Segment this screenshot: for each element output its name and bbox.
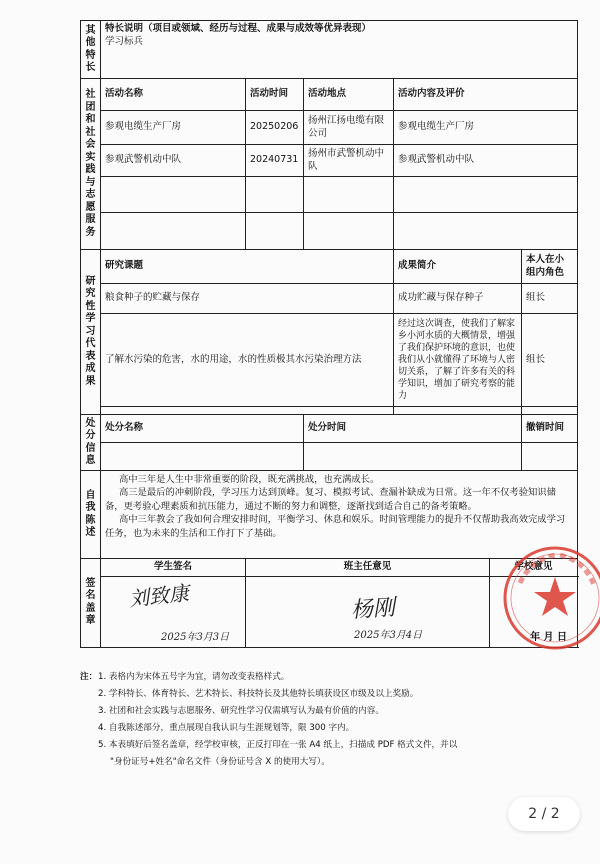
teacher-sign-date: 2025年3月4日 xyxy=(354,629,423,641)
penalty-header-time: 处分时间 xyxy=(304,415,522,443)
note-line-3: 3. 社团和社会实践与志愿服务、研究性学习仅需填写认为最有价值的内容。 xyxy=(98,706,384,716)
research-section-label: 研 究 性 学 习 代 表 成 果 xyxy=(81,250,101,415)
student-signature: 刘致康 xyxy=(127,580,191,611)
teacher-opinion-label: 班主任意见 xyxy=(246,559,490,577)
notes-prefix: 注： xyxy=(80,672,98,682)
special-content-cell xyxy=(101,21,578,79)
student-sign-cell xyxy=(101,576,246,647)
self-section-label: 自 我 陈 述 xyxy=(81,471,101,559)
school-sign-cell xyxy=(490,576,578,647)
special-content: 学习标兵 xyxy=(105,35,144,47)
social-row1-content: 参观电缆生产厂房 xyxy=(394,111,578,145)
social-section-label: 社 团 和 社 会 实 践 与 志 愿 服 务 xyxy=(81,79,101,250)
social-row1-place: 扬州江扬电缆有限公司 xyxy=(304,111,394,145)
note-line-2: 2. 学科特长、体育特长、艺术特长、科技特长及其他特长填获设区市级及以上奖励。 xyxy=(98,689,419,699)
research-row2-role: 组长 xyxy=(522,314,578,407)
school-sign-date: 年 月 日 xyxy=(530,631,568,643)
table-row xyxy=(81,111,578,145)
social-row1-name: 参观电缆生产厂房 xyxy=(101,111,246,145)
research-row1-summary: 成功贮藏与保存种子 xyxy=(394,284,522,314)
research-header-role: 本人在小组内角色 xyxy=(522,250,578,284)
school-opinion-label: 学校意见 xyxy=(490,559,578,577)
research-row2-summary: 经过这次调查，使我们了解家乡小河水质的大概情景，增强了我们保护环境的意识，也使我们从小就懂得了环境与人密切关系，了解了许多有关的科学知识，增加了研究考察的能力 xyxy=(394,314,522,407)
social-header-name: 活动名称 xyxy=(101,79,246,111)
research-row1-topic: 粮食种子的贮藏与保存 xyxy=(101,284,394,314)
note-line-4: 4. 自我陈述部分，重点展现自我认识与生涯规划等，限 300 字内。 xyxy=(98,723,355,733)
social-row2-time: 20240731 xyxy=(246,145,304,177)
teacher-signature: 杨刚 xyxy=(350,595,396,624)
teacher-sign-cell xyxy=(246,576,490,647)
notes-block xyxy=(80,669,580,771)
social-row2-name: 参观武警机动中队 xyxy=(101,145,246,177)
table-row-empty xyxy=(81,213,578,250)
research-header-summary: 成果简介 xyxy=(394,250,522,284)
note-line-6: "身份证号+姓名"命名文件（身份证号含 X 的使用大写）。 xyxy=(110,757,330,767)
special-section-label: 其 他 特 长 xyxy=(81,21,101,79)
penalty-section-label: 处 分 信 息 xyxy=(81,415,101,471)
table-row xyxy=(81,145,578,177)
penalty-header-name: 处分名称 xyxy=(101,415,304,443)
student-sign-date: 2025年3月3日 xyxy=(161,631,230,643)
social-header-content: 活动内容及评价 xyxy=(394,79,578,111)
special-header: 特长说明（项目或领域、经历与过程、成果与成效等优异表现） xyxy=(105,23,372,34)
social-header-place: 活动地点 xyxy=(304,79,394,111)
table-row-empty xyxy=(81,407,578,415)
application-form-table xyxy=(80,20,578,648)
table-row xyxy=(81,284,578,314)
social-row2-content: 参观武警机动中队 xyxy=(394,145,578,177)
research-header-topic: 研究课题 xyxy=(101,250,394,284)
table-row-empty xyxy=(81,177,578,213)
sign-section-label: 签 名 盖 章 xyxy=(81,559,101,648)
social-row1-time: 20250206 xyxy=(246,111,304,145)
penalty-header-revoke: 撤销时间 xyxy=(522,415,578,443)
self-paragraph-3: 高中三年教会了我如何合理安排时间，平衡学习、休息和娱乐。时间管理能力的提升不仅帮助我高效完成学习任务，也为未来的生活和工作打下了基础。 xyxy=(105,514,566,539)
note-line-1: 1. 表格内为宋体五号字为宜，请勿改变表格样式。 xyxy=(98,672,290,682)
social-row2-place: 扬州市武警机动中队 xyxy=(304,145,394,177)
table-row-empty xyxy=(81,443,578,471)
research-row2-topic: 了解水污染的危害，水的用途，水的性质极其水污染治理方法 xyxy=(101,314,394,407)
note-line-5: 5. 本表填好后签名盖章，经学校审核，正反打印在一张 A4 纸上，扫描成 PDF 格式文件，并以 xyxy=(98,740,458,750)
self-paragraph-2: 高三是最后的冲刺阶段，学习压力达到顶峰。复习、模拟考试、查漏补缺成为日常。这一年不仅考验知识储备，更考验心理素质和抗压能力，通过不断的努力和调整，逐渐找到适合自己的备考策略。 xyxy=(105,487,556,512)
table-row xyxy=(81,314,578,407)
page-indicator[interactable]: 2 / 2 xyxy=(508,797,580,831)
self-paragraph-1: 高中三年是人生中非常重要的阶段，既充满挑战，也充满成长。 xyxy=(118,474,380,485)
student-sign-label: 学生签名 xyxy=(101,559,246,577)
research-row1-role: 组长 xyxy=(522,284,578,314)
social-header-time: 活动时间 xyxy=(246,79,304,111)
